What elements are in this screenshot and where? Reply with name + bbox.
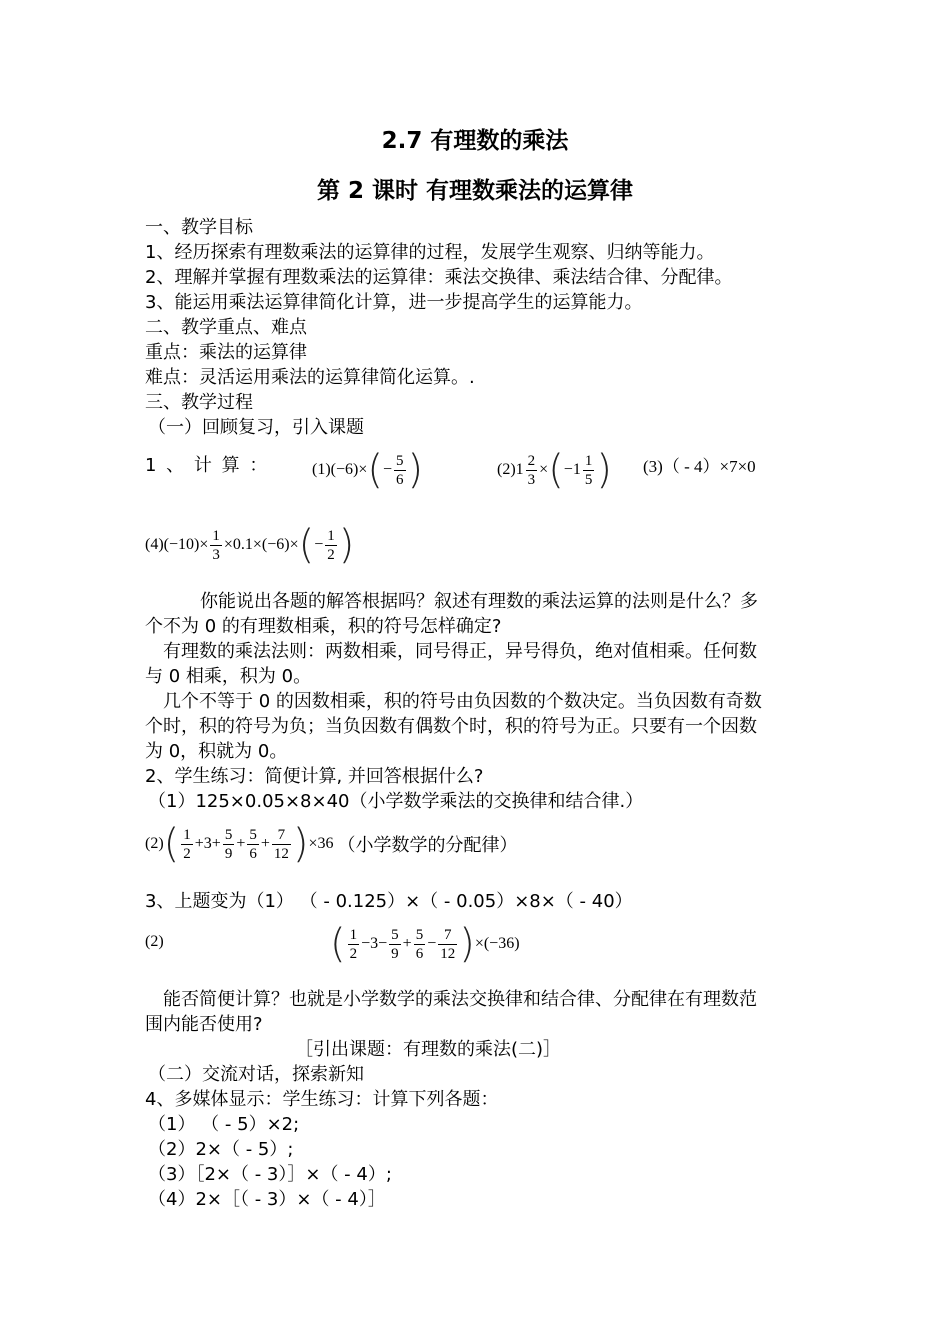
expr-2: (2) 1 $\frac{2}{3}$ × ( −1 $\frac{1}{5}$ ) (497, 447, 612, 493)
expr-note: （小学数学的分配律） (337, 835, 518, 856)
question-text: 围内能否使用? (145, 1014, 263, 1035)
expr-ex3-2: ( $\frac{1}{2}$ −3− $\frac{5}{9}$ + $\frac{5}{6}$ − $\frac{7}{12}$ ) ×(−36) (330, 921, 520, 967)
expr-text: (2) (145, 933, 164, 950)
page-subtitle: 第 2 课时 有理数乘法的运算律 (316, 178, 634, 204)
expr-text: + (402, 935, 412, 952)
fraction: $\frac{5}{9}$ (224, 826, 233, 862)
fraction: $\frac{1}{2}$ (349, 926, 358, 962)
expr-text: ×(−36) (474, 935, 520, 952)
question-text: 能否简便计算？也就是小学数学的乘法交换律和结合律、分配律在有理数范 (163, 989, 757, 1010)
expr-text: −1 (563, 461, 581, 478)
fraction: $\frac{1}{3}$ (212, 527, 220, 563)
lead-text: ［引出课题：有理数的乘法(二)］ (295, 1039, 562, 1060)
exercise-item: （2）2×（ - 5）; (148, 1139, 294, 1160)
rule-text: 个时，积的符号为负；当负因数有偶数个时，积的符号为正。只要有一个因数 (145, 716, 757, 737)
exercise-heading: 3、上题变为（1） （ - 0.125）×（ - 0.05）×8×（ - 40） (145, 891, 633, 912)
exercise-heading: 2、学生练习：简便计算, 并回答根据什么? (145, 766, 484, 787)
fraction: $\frac{5}{9}$ (391, 926, 399, 962)
question-text: 你能说出各题的解答根据吗？叙述有理数的乘法运算的法则是什么？多 (200, 591, 758, 612)
expr-text: × (539, 461, 549, 478)
exercise-item: （3）［2×（ - 3）］×（ - 4）; (148, 1164, 392, 1185)
goal-line: 2、理解并掌握有理数乘法的运算律：乘法交换律、乘法结合律、分配律。 (145, 267, 733, 288)
expr-text: (1)(−6)× (312, 461, 368, 478)
expr-3 (643, 452, 756, 477)
difficult-point: 难点：灵活运用乘法的运算律简化运算。. (145, 367, 475, 388)
exercise-item: （4）2×［（ - 3）×（ - 4）］ (148, 1189, 386, 1210)
fraction: $\frac{1}{2}$ (327, 527, 335, 563)
exercise-heading: 4、多媒体显示：学生练习：计算下列各题： (145, 1089, 499, 1110)
key-point: 重点：乘法的运算律 (145, 342, 307, 363)
part-heading: （二）交流对话，探索新知 (148, 1064, 364, 1085)
expr-text: ×36 (308, 835, 334, 852)
fraction: $\frac{2}{3}$ (527, 452, 536, 488)
calc-label: 1 、 计 算 ： (145, 455, 270, 476)
expr-text: (3)（ - 4）×7×0 (643, 457, 756, 476)
goal-line: 1、经历探索有理数乘法的运算律的过程，发展学生观察、归纳等能力。 (145, 242, 715, 263)
expr-text: − (427, 935, 437, 952)
expr-text: − (314, 536, 324, 553)
fraction: $\frac{1}{2}$ (183, 826, 191, 862)
rule-text: 为 0，积就为 0。 (145, 741, 288, 762)
rule-text: 与 0 相乘，积为 0。 (145, 666, 312, 687)
exercise-item: （1）125×0.05×8×40（小学数学乘法的交换律和结合律.） (148, 791, 644, 812)
section-heading: 二、教学重点、难点 (145, 317, 307, 338)
fraction: $\frac{5}{6}$ (249, 826, 257, 862)
question-text: 个不为 0 的有理数相乘，积的符号怎样确定? (145, 616, 502, 637)
expr-text: ×0.1×(−6)× (223, 536, 299, 553)
goal-line: 3、能运用乘法运算律简化计算，进一步提高学生的运算能力。 (145, 292, 643, 313)
fraction: $\frac{7}{12}$ (440, 926, 456, 962)
fraction: $\frac{5}{6}$ (415, 926, 424, 962)
expr-1: (1)(−6)× ( − $\frac{5}{6}$ ) (312, 447, 424, 493)
section-heading: 三、教学过程 (145, 392, 253, 413)
expr-text: (2) (145, 835, 164, 852)
expr-text: − (382, 461, 392, 478)
fraction: $\frac{7}{12}$ (273, 826, 289, 862)
rule-text: 几个不等于 0 的因数相乘，积的符号由负因数的个数决定。当负因数有奇数 (163, 691, 762, 712)
section-heading: 一、教学目标 (145, 217, 253, 238)
expr-text: + (260, 835, 270, 852)
expr-text: (4)(−10)× (145, 536, 209, 553)
page-title: 2.7 有理数的乘法 (381, 128, 569, 154)
exercise-item: （1） （ - 5）×2; (148, 1114, 300, 1135)
expr-text: (2) (497, 461, 516, 478)
fraction: $\frac{1}{5}$ (584, 452, 593, 488)
expr-text: + (236, 835, 246, 852)
expr-4: (4)(−10)× $\frac{1}{3}$ ×0.1×(−6)× ( − $\frac{1}{2}$ ) (145, 522, 355, 568)
expr-text: 1 (515, 461, 524, 478)
expr-text: −3− (361, 935, 388, 952)
expr-text: +3+ (194, 835, 221, 852)
expr-ex2-2: (2) ( $\frac{1}{2}$ +3+ $\frac{5}{9}$ + $\frac{5}{6}$ + $\frac{7}{12}$ ) ×36 （小学数学的分配律） (145, 821, 518, 867)
fraction: $\frac{5}{6}$ (396, 452, 404, 488)
rule-text: 有理数的乘法法则：两数相乘，同号得正，异号得负，绝对值相乘。任何数 (163, 641, 757, 662)
part-heading: （一）回顾复习，引入课题 (148, 417, 364, 438)
